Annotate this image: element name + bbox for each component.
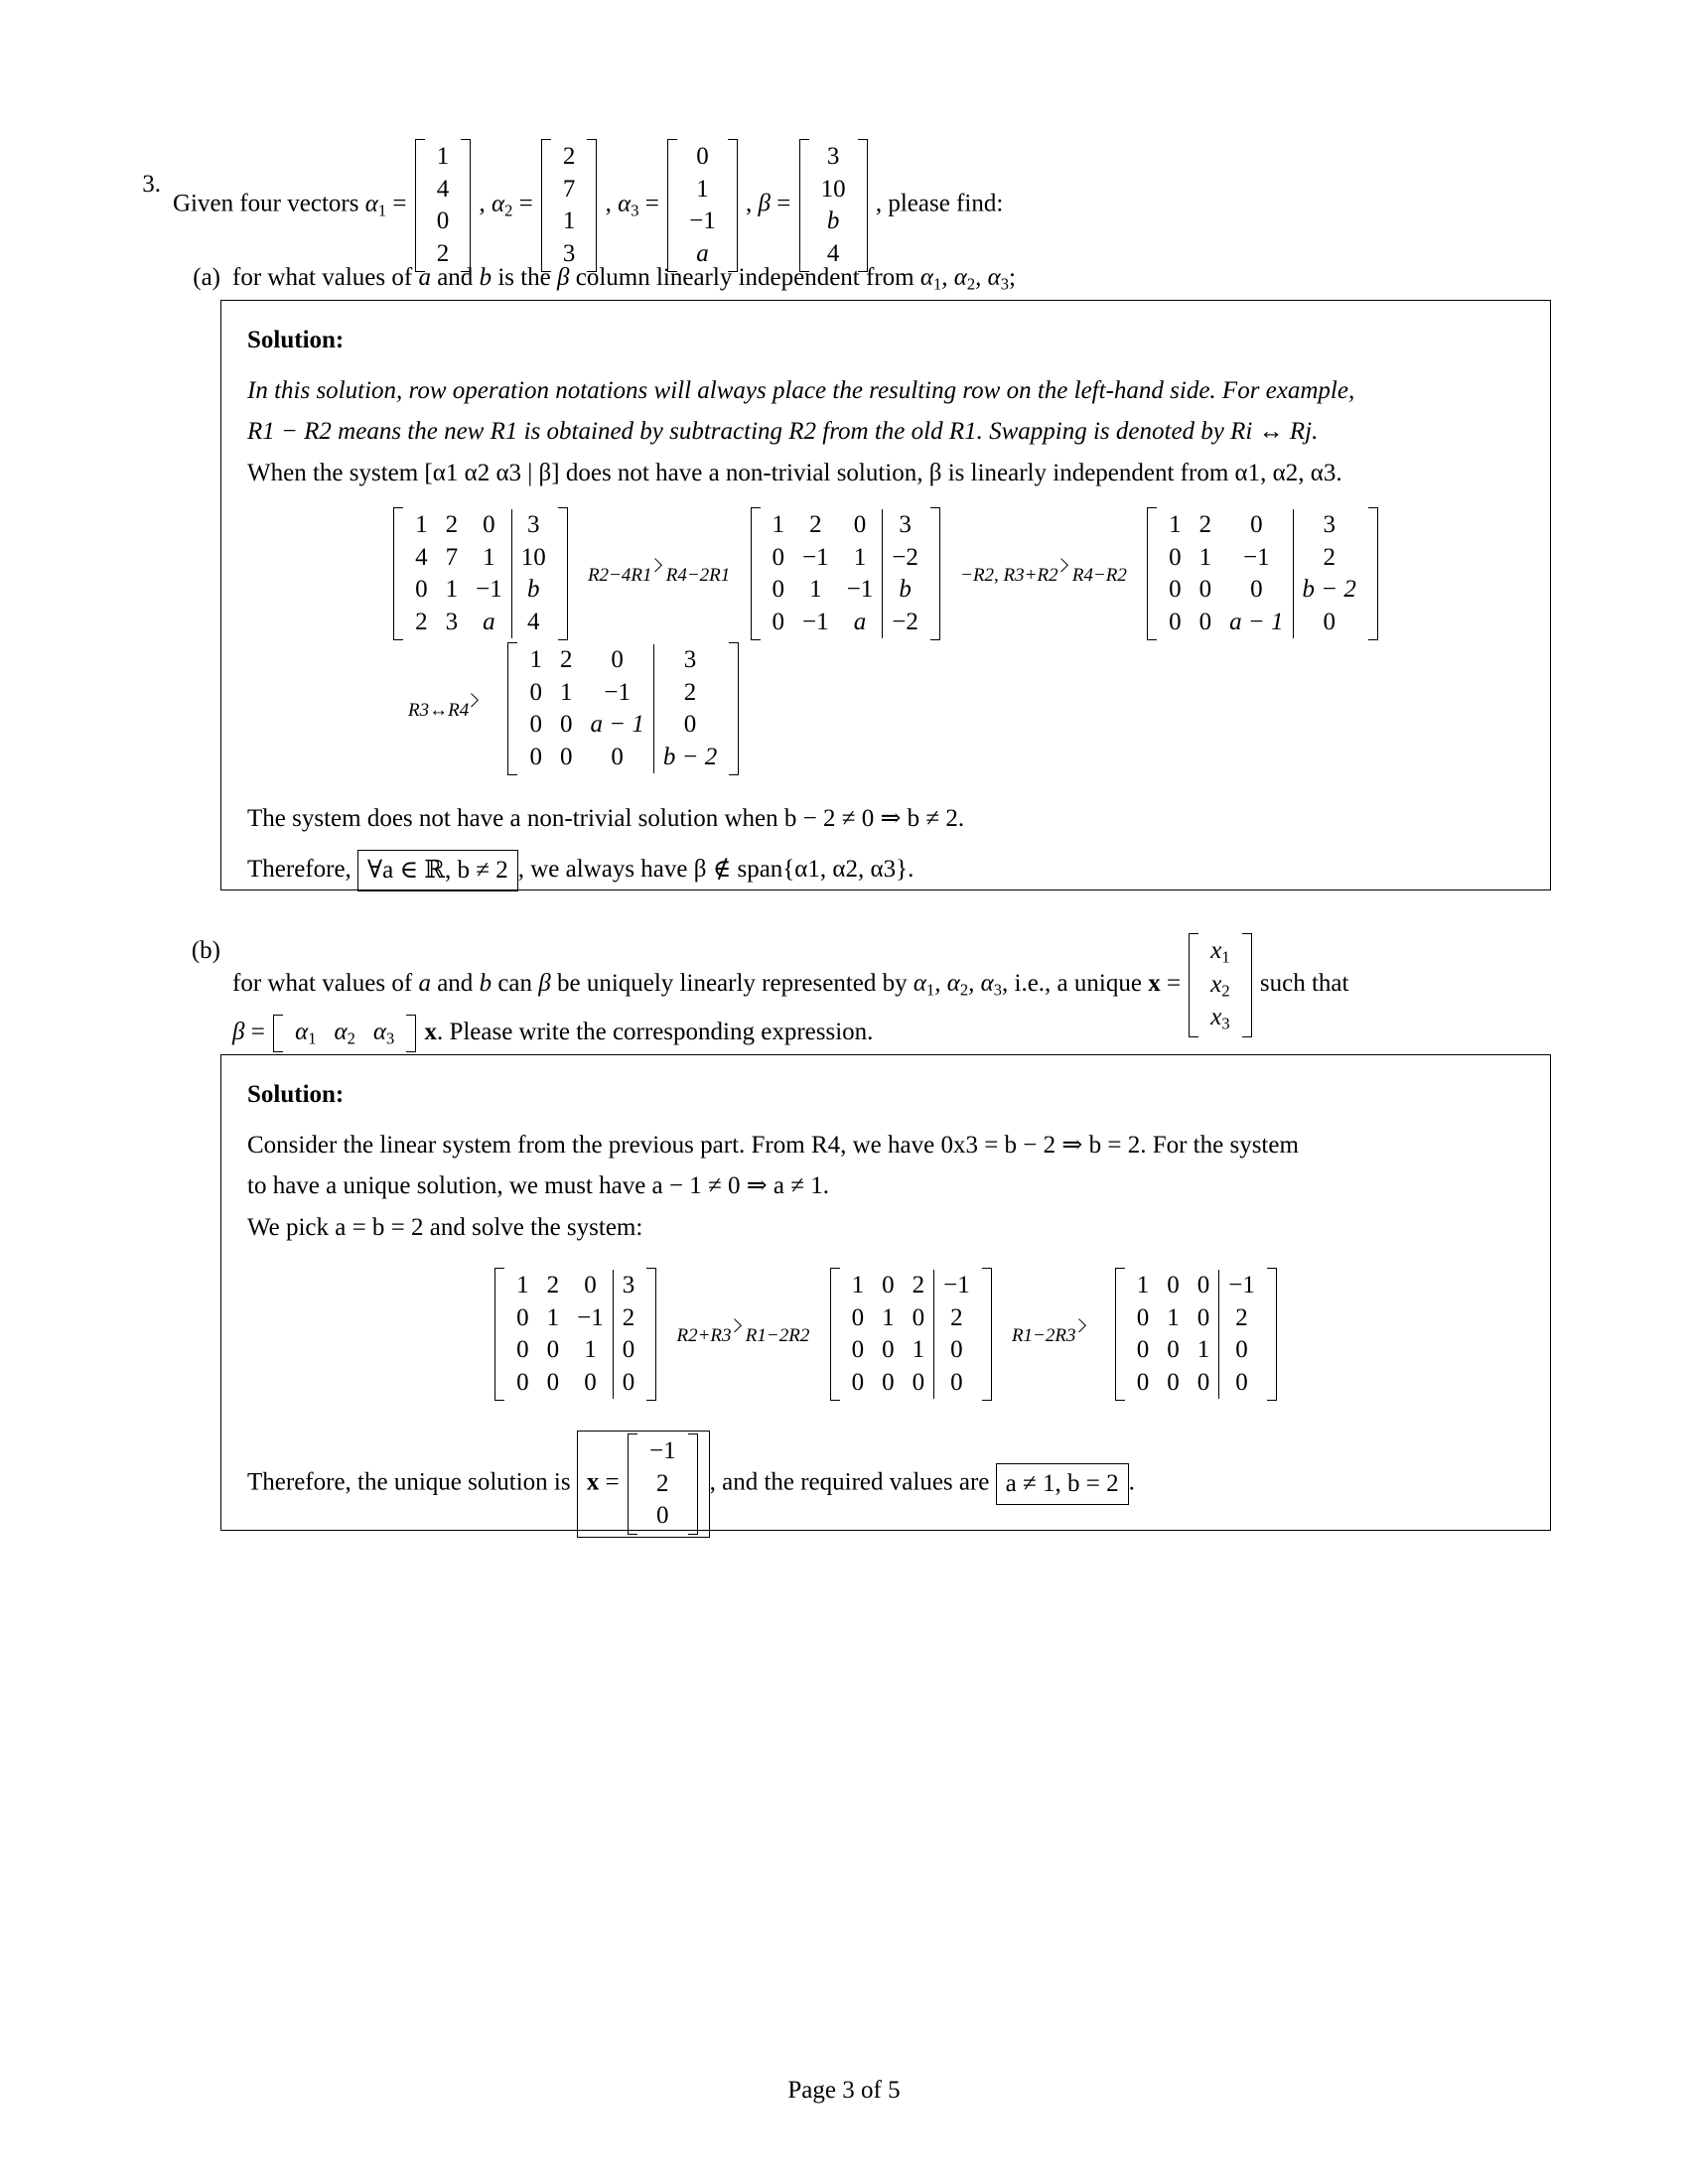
part-a-text [232,264,1016,294]
cell: 1 [546,1303,560,1331]
vector-alpha2-name: $\alpha_2$ [491,190,513,220]
cell: 1 [483,543,495,571]
cell: a [483,608,495,635]
problem-body [173,139,1589,272]
cell: 2 [1198,511,1212,538]
solution-b-inner [221,1055,1550,1567]
cell: 7 [445,543,459,571]
cell: 0 [853,511,867,538]
cell: −1 [1219,1270,1264,1302]
cell: 0 [696,143,709,170]
cell: 0 [934,1367,979,1400]
comma: , [479,190,486,217]
row-op-arrow-b2 [1008,1321,1099,1347]
solution-b-matrix-chain [247,1268,1524,1401]
solution-b-title: Solution: [247,1081,345,1108]
cell: b [826,207,840,234]
cell: 3 [1293,509,1365,542]
matrix-b3 [1115,1268,1277,1401]
cell: 1 [1167,1303,1180,1331]
row-op-top: R2−4R1 [587,564,652,586]
cell: b − 2 [653,742,726,774]
solution-a-conclusion-1: The system does not have a non-trivial solution when b − 2 ≠ 0 ⇒ b ≠ 2. [247,805,965,832]
cell: 0 [1136,1368,1150,1396]
cell: 0 [1169,543,1182,571]
cell: 0 [1198,608,1212,635]
cell: 0 [483,511,495,538]
boxed-answer-a: ∀a ∈ ℝ, b ≠ 2 [357,850,518,892]
row-op-bottom-empty [479,700,492,721]
solution-b-line-3: We pick a = b = 2 and solve the system: [247,1213,643,1241]
cell: 1 [772,511,785,538]
cell: 1 [562,207,576,234]
vector-x-solution [628,1433,698,1535]
cell: $x_2$ [1210,970,1230,1001]
cell: −1 [802,543,829,571]
row-op-bottom: R1−2R2 [745,1324,810,1346]
vector-alpha2 [541,139,598,272]
cell: 0 [1169,576,1182,603]
cell: 0 [546,1368,560,1396]
solution-a-note-2: R1 − R2 means the new R1 is obtained by subtracting R2 from the old R1. Swapping is denoted by Ri ↔ Rj. [247,418,1319,445]
matrix-a3 [1147,507,1378,640]
cell: 2 [656,1469,669,1497]
cell: 0 [1293,607,1365,639]
cell: 0 [1136,1336,1150,1363]
cell: 0 [882,1368,895,1396]
conclusion-prefix: Therefore, the unique solution is [247,1468,571,1496]
cell: −2 [883,607,927,639]
cell: 1 [1169,511,1182,538]
conclusion-mid: , and the required values are [709,1468,990,1496]
cell: −1 [1243,543,1270,571]
problem-number: 3. [142,171,161,198]
part-b-alphas: $\alpha_1$, $\alpha_2$, $\alpha_3$ [913,970,1002,1000]
conclusion-prefix: Therefore, [247,855,352,883]
cell: 2 [546,1272,560,1298]
cell: 0 [1167,1368,1180,1396]
cell: 10 [820,175,846,203]
part-a-text-3: is the [492,264,558,291]
cell: 1 [1136,1272,1150,1298]
equals-sign: = [644,190,666,217]
part-a-label: (a) [193,264,220,291]
cell: −2 [883,542,927,575]
cell: 0 [613,1367,643,1400]
cell: 3 [562,239,576,267]
cell: b [883,574,927,607]
cell: a [696,239,709,267]
cell: $\alpha_1$ [295,1019,317,1048]
part-b-text-1: for what values of [232,970,419,998]
var-beta: β [538,970,551,998]
cell: 0 [1219,1334,1264,1367]
cell: 0 [584,1368,597,1396]
equals-sign: = [776,190,797,217]
row-op-top: R1−2R3 [1011,1324,1076,1346]
cell: 0 [529,711,542,738]
cell: 0 [912,1368,925,1396]
solution-box-a [220,300,1551,890]
solution-a-note-1: In this solution, row operation notations will always place the resulting row on the left-hand side. For example, [247,376,1355,404]
var-a: a [418,264,431,291]
conclusion-suffix: , we always have β ∉ span{α1, α2, α3}. [517,855,914,883]
solution-a-inner [221,301,1550,920]
row-op-arrow-b1 [673,1321,814,1347]
cell: 0 [559,711,573,738]
cell: 0 [851,1368,865,1396]
problem-statement [119,139,1589,272]
cell: 10 [511,542,555,575]
cell: 2 [415,608,428,635]
part-b-text-4: be uniquely linearly represented by [550,970,914,998]
cell: 1 [415,511,428,538]
row-op-arrow-1 [584,561,734,587]
cell: 4 [436,175,450,203]
part-a-text-1: for what values of [232,264,419,291]
vector-alpha1-name: $\alpha_1$ [364,190,387,220]
cell: 0 [529,743,542,770]
cell: 1 [882,1303,895,1331]
cell: 1 [1196,1336,1210,1363]
equals-sign: = [599,1468,626,1496]
cell: 0 [415,576,428,603]
cell: 1 [853,543,867,571]
row-op-arrow-3 [404,696,492,722]
cell: 1 [529,646,542,673]
cell: 0 [1136,1303,1150,1331]
solution-a-matrix-chain-1 [247,507,1524,640]
part-b-line2 [175,1015,1565,1052]
problem-tail: , please find: [875,190,1004,217]
page-footer: Page 3 of 5 [787,2077,901,2104]
part-b-text-3: can [492,970,539,998]
cell: 0 [1250,511,1263,538]
vector-alpha3 [667,139,738,272]
cell: −1 [577,1303,604,1331]
cell: 2 [912,1272,925,1298]
part-a-text-4: column linearly independent from [569,264,920,291]
cell: 0 [1219,1367,1264,1400]
comma: , [605,190,612,217]
cell: b − 2 [1293,574,1365,607]
cell: −1 [934,1270,979,1302]
cell: 0 [546,1336,560,1363]
cell: 1 [696,175,709,203]
cell: 0 [611,646,624,673]
cell: 0 [1196,1368,1210,1396]
matrix-b1 [494,1268,656,1401]
boxed-answer-x [577,1431,710,1538]
cell: 0 [772,576,785,603]
cell: $x_3$ [1210,1004,1230,1034]
row-op-top: −R2, R3+R2 [960,564,1058,586]
part-a [175,260,1565,297]
cell: 3 [511,509,555,542]
cell: 0 [772,543,785,571]
cell: 0 [1250,576,1263,603]
cell: −1 [476,576,502,603]
cell: 1 [912,1336,925,1363]
equals-sign: = [392,190,413,217]
cell: 1 [851,1272,865,1298]
var-b: b [479,970,492,998]
row-vector-alphas [273,1015,416,1052]
cell: 2 [1219,1302,1264,1335]
part-b-line2-tail: x. Please write the corresponding expression. [424,1019,874,1045]
cell: b [511,574,555,607]
cell: 0 [1169,608,1182,635]
cell: 4 [415,543,428,571]
cell: 4 [511,607,555,639]
problem-lead: Given four vectors [173,190,359,217]
cell: a − 1 [590,711,644,738]
cell: 7 [562,175,576,203]
cell: 0 [653,709,726,742]
part-b-line2-text [232,1019,874,1048]
cell: 0 [516,1336,529,1363]
solution-b-conclusion [247,1431,1524,1538]
cell: $\alpha_2$ [334,1019,355,1048]
solution-a-matrix-chain-2 [396,642,1524,775]
cell: 0 [611,743,624,770]
cell: −1 [689,207,716,234]
cell: 2 [653,677,726,710]
cell: 0 [516,1368,529,1396]
cell: 0 [912,1303,925,1331]
cell: 2 [562,143,576,170]
solution-a-conclusion-2 [247,850,1524,892]
cell: 0 [851,1336,865,1363]
cell: 0 [613,1334,643,1367]
vector-alpha1 [415,139,472,272]
comma: , [746,190,753,217]
cell: 0 [934,1334,979,1367]
cell: 0 [529,678,542,706]
cell: 1 [436,143,450,170]
solution-box-b [220,1054,1551,1531]
equals-sign: = [1160,970,1188,998]
part-b-text-2: and [430,970,480,998]
matrix-a2 [751,507,940,640]
cell: a [853,608,867,635]
solution-b-line-2: to have a unique solution, we must have a − 1 ≠ 0 ⇒ a ≠ 1. [247,1172,829,1199]
cell: 1 [445,576,459,603]
equals-sign: = [244,1019,272,1045]
cell: 2 [445,511,459,538]
cell: 0 [851,1303,865,1331]
cell: 2 [559,646,573,673]
solution-b-line-1: Consider the linear system from the previous part. From R4, we have 0x3 = b − 2 ⇒ b = 2. For the system [247,1131,1299,1159]
bold-x: x [586,1468,600,1496]
cell: 0 [656,1502,669,1529]
solution-a-note-3: When the system [α1 α2 α3 | β] does not have a non-trivial solution, β is linearly independent from α1, α2, α3. [247,459,1342,486]
cell: 0 [772,608,785,635]
cell: 0 [559,743,573,770]
row-op-arrow-2 [956,561,1131,587]
cell: 1 [516,1272,529,1298]
cell: $\alpha_3$ [372,1019,395,1048]
solution-a-title: Solution: [247,327,345,353]
cell: 2 [934,1302,979,1335]
cell: 3 [653,644,726,677]
cell: 2 [809,511,822,538]
vector-beta [799,139,868,272]
cell: 3 [445,608,459,635]
cell: 0 [584,1272,597,1298]
cell: 2 [1293,542,1365,575]
cell: 3 [883,509,927,542]
cell: 3 [826,143,840,170]
boxed-answer-b: a ≠ 1, b = 2 [996,1463,1129,1506]
cell: 0 [516,1303,529,1331]
part-b-label: (b) [191,937,220,964]
such-that-text: such that [1259,970,1349,998]
vector-beta-name: β [758,190,771,217]
cell: 0 [1167,1272,1180,1298]
cell: 0 [1196,1272,1210,1298]
cell: 0 [882,1336,895,1363]
cell: 2 [436,239,450,267]
cell: −1 [604,678,631,706]
matrix-b2 [830,1268,992,1401]
cell: −1 [802,608,829,635]
cell: 1 [1198,543,1212,571]
part-b-text-5: , i.e., a unique [1002,970,1149,998]
row-op-top: R3↔R4 [408,699,470,721]
part-a-text-2: and [430,264,480,291]
var-beta: β [232,1019,245,1045]
equals-sign: = [518,190,539,217]
cell: 0 [1198,576,1212,603]
row-op-top: R2+R3 [676,1324,732,1346]
cell: 1 [559,678,573,706]
bold-x: x [1148,970,1161,998]
part-a-alphas: $\alpha_1$, $\alpha_2$, $\alpha_3$; [919,264,1016,294]
cell: 0 [1196,1303,1210,1331]
var-b: b [479,264,492,291]
matrix-a4 [507,642,739,775]
cell: 2 [613,1302,643,1335]
cell: 0 [1167,1336,1180,1363]
cell: 1 [584,1336,597,1363]
vector-alpha3-name: $\alpha_3$ [618,190,639,220]
cell: −1 [846,576,874,603]
cell: 0 [882,1272,895,1298]
cell: 1 [809,576,822,603]
cell: 3 [613,1270,643,1302]
cell: a − 1 [1229,608,1284,635]
matrix-a1 [393,507,568,640]
conclusion-end: . [1128,1468,1135,1496]
var-a: a [418,970,431,998]
cell: 0 [436,207,450,234]
row-op-bottom-empty [1086,1325,1099,1346]
row-op-bottom: R4−2R1 [665,564,731,586]
cell: −1 [648,1437,676,1464]
cell: 4 [826,239,840,267]
cell: $x_1$ [1210,937,1230,967]
row-op-bottom: R4−R2 [1071,564,1127,586]
var-beta: β [557,264,570,291]
